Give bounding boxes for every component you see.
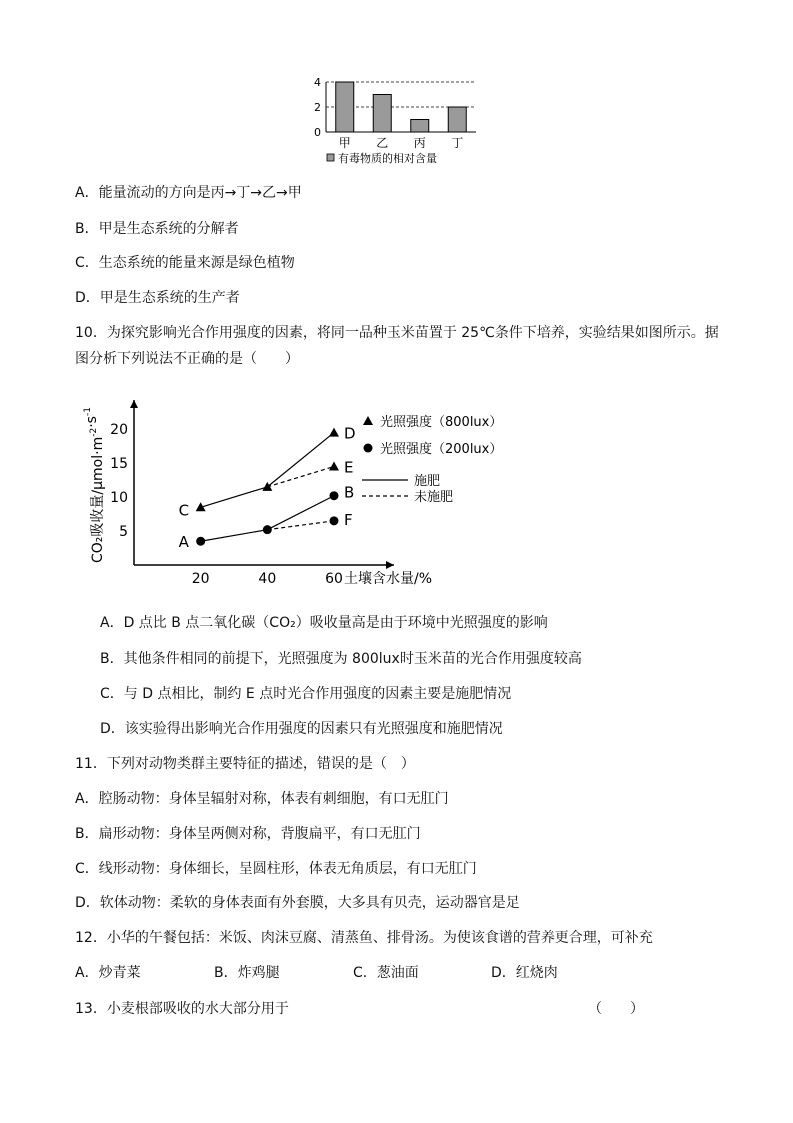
series-line-solid: [201, 530, 268, 542]
q9-option-a: A．能量流动的方向是丙→丁→乙→甲: [75, 185, 302, 201]
y-tick-label: 5: [119, 524, 128, 541]
bar: [411, 120, 429, 133]
y-tick-label: 4: [314, 76, 321, 89]
legend-label: 光照强度（800lux）: [380, 415, 503, 430]
q12-option-c: C．葱油面: [353, 965, 419, 981]
y-tick-label: 10: [110, 490, 128, 507]
toxic-substance-bar-chart: [300, 70, 500, 170]
q11-option-d: D．软体动物：柔软的身体表面有外套膜，大多具有贝壳，运动器官是足: [75, 895, 520, 911]
q10-stem-line1: 10．为探究影响光合作用强度的因素，将同一品种玉米苗置于 25℃条件下培养，实验结果如图所示。据: [75, 325, 719, 341]
data-point-triangle: [329, 428, 339, 437]
category-label: 丁: [451, 136, 464, 150]
y-tick-label: 2: [314, 101, 321, 114]
q9-option-c: C．生态系统的能量来源是绿色植物: [75, 255, 295, 271]
q12-option-d: D．红烧肉: [491, 965, 558, 981]
x-tick-label: 40: [258, 571, 277, 587]
q11-option-a: A．腔肠动物：身体呈辐射对称，体表有刺细胞，有口无肛门: [75, 791, 449, 807]
category-label: 丙: [413, 136, 426, 150]
legend-marker-circle: [364, 444, 373, 453]
legend-line-label: 未施肥: [414, 490, 454, 505]
point-label: E: [344, 458, 354, 477]
data-point-circle: [330, 516, 339, 525]
x-axis-label: 土壤含水量/%: [344, 571, 433, 587]
q9-option-b: B．甲是生态系统的分解者: [75, 221, 239, 237]
q13-stem: 13．小麦根部吸收的水大部分用于: [75, 1001, 289, 1017]
legend-line-label: 施肥: [414, 474, 441, 489]
data-point-circle: [196, 537, 205, 546]
q9-option-d: D．甲是生态系统的生产者: [75, 290, 240, 306]
q13-answer-bracket: （ ）: [588, 1001, 644, 1017]
x-tick-label: 60: [325, 571, 343, 587]
q10-option-a: A．D 点比 B 点二氧化碳（CO₂）吸收量高是由于环境中光照强度的影响: [100, 615, 548, 631]
y-tick-label: 20: [110, 422, 128, 439]
legend-label: 光照强度（200lux）: [380, 442, 503, 457]
legend-label: 有毒物质的相对含量: [338, 152, 437, 165]
bar: [373, 95, 391, 133]
y-axis-label: CO₂吸收量$/\mu mol\cdot m^{-2}\cdot s^{-1}$: [83, 407, 106, 563]
legend-swatch: [327, 154, 334, 161]
q12-option-a: A．炒青菜: [75, 965, 141, 981]
point-label: D: [344, 424, 356, 443]
point-label: A: [178, 533, 189, 552]
q11-option-c: C．线形动物：身体细长，呈圆柱形，体表无角质层，有口无肛门: [75, 861, 477, 877]
q11-stem: 11．下列对动物类群主要特征的描述，错误的是（ ）: [75, 756, 415, 772]
q10-option-d: D．该实验得出影响光合作用强度的因素只有光照强度和施肥情况: [100, 721, 503, 737]
data-point-circle: [330, 491, 339, 500]
point-label: C: [178, 501, 190, 520]
series-line-unfertilized: [267, 467, 334, 487]
data-point-triangle: [329, 462, 339, 471]
bar: [448, 107, 466, 132]
y-axis-arrow: [130, 400, 138, 408]
x-tick-label: 20: [191, 571, 210, 587]
y-tick-label: 0: [314, 126, 321, 139]
data-point-circle: [263, 525, 272, 534]
q10-stem-line2: 图分析下列说法不正确的是（ ）: [75, 351, 299, 367]
series-line-solid: [201, 487, 268, 507]
q12-option-b: B．炸鸡腿: [214, 965, 280, 981]
legend-marker-triangle: [363, 416, 373, 425]
point-label: F: [344, 510, 353, 529]
category-label: 乙: [376, 136, 389, 150]
series-line-unfertilized: [267, 521, 334, 530]
q11-option-b: B．扁形动物：身体呈两侧对称，背腹扁平，有口无肛门: [75, 826, 421, 842]
category-label: 甲: [338, 136, 351, 150]
point-label: B: [344, 483, 355, 502]
q10-option-b: B．其他条件相同的前提下，光照强度为 800lux时玉米苗的光合作用强度较高: [100, 651, 582, 667]
series-line-fertilized: [267, 496, 334, 530]
y-tick-label: 15: [110, 456, 128, 473]
q12-stem: 12．小华的午餐包括：米饭、肉沫豆腐、清蒸鱼、排骨汤。为使该食谱的营养更合理，可补充: [75, 930, 653, 946]
x-axis-arrow: [386, 561, 394, 569]
bar: [336, 82, 354, 132]
q10-option-c: C．与 D 点相比，制约 E 点时光合作用强度的因素主要是施肥情况: [100, 686, 512, 702]
co2-absorption-line-chart: [82, 395, 522, 595]
series-line-fertilized: [267, 433, 334, 487]
